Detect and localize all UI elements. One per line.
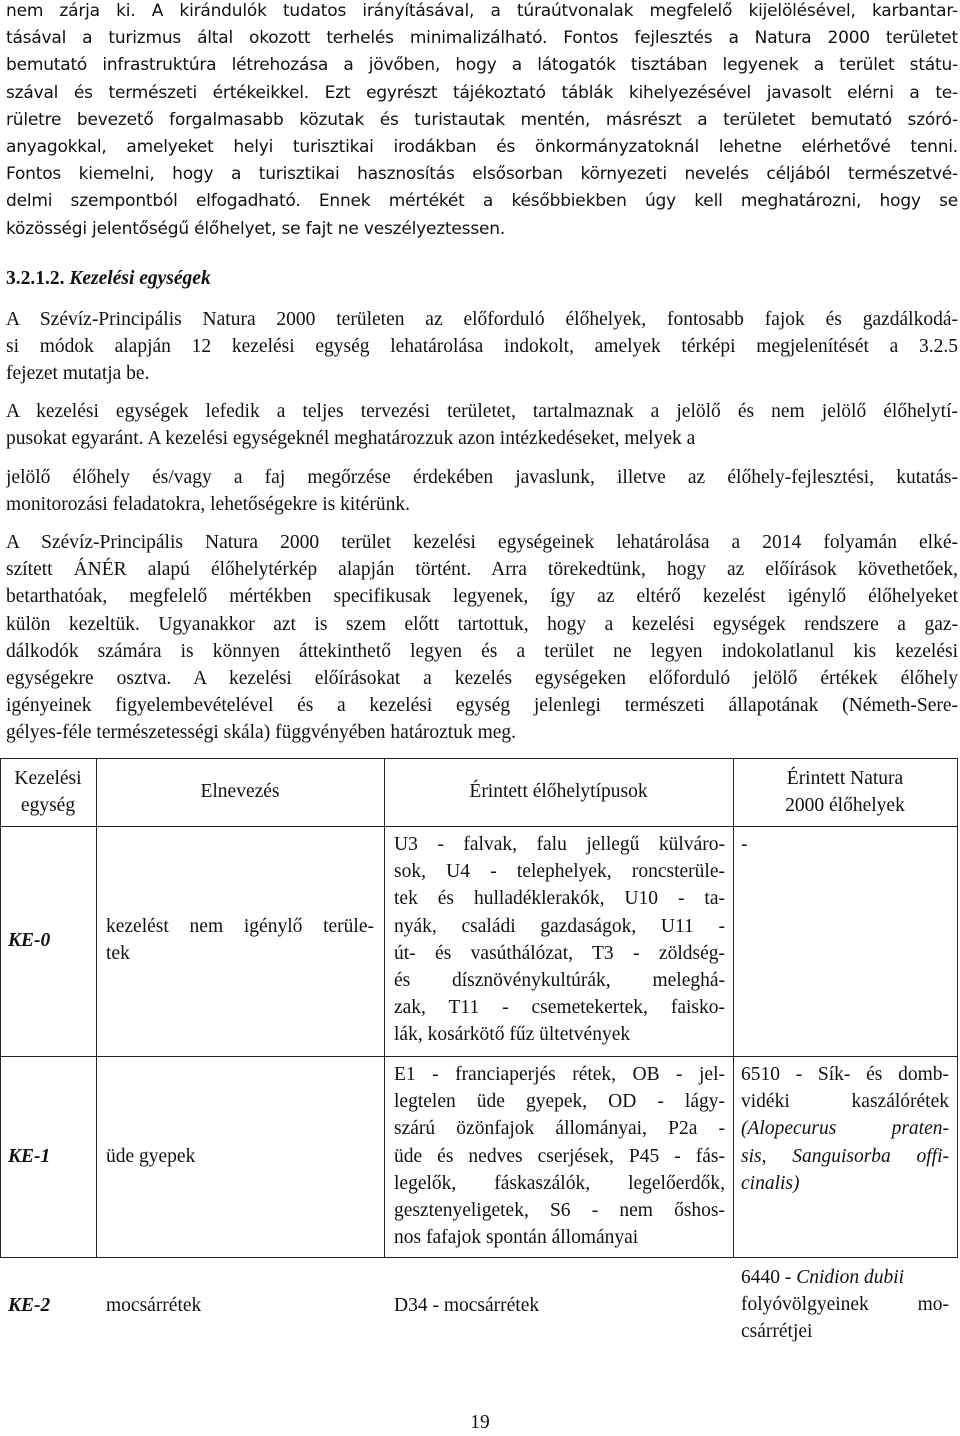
header-natura-line: 2000 élőhelyek [785, 795, 905, 817]
text-line: külön kezeltük. Ugyanakkor azt is szem előtt tartottuk, hogy a kezelési egységek rendszere a gaz- [6, 613, 958, 635]
row-habitats-line: lák, kosárkötő fűz ültetvények [394, 1024, 631, 1046]
row-natura-line: 6510 - Sík- és domb- [741, 1064, 949, 1085]
text-line: anyagokkal, amelyeket helyi turisztikai irodákban és önkormányzatoknál lehetne elérhetővé tenni. [6, 137, 958, 157]
row-natura-line [741, 1264, 949, 1291]
row-habitats [394, 1061, 725, 1251]
row-habitats-line: E1 - franciaperjés rétek, OB - jel- [394, 1064, 725, 1085]
text-line: jelölő élőhely és/vagy a faj megőrzése érdekében javaslunk, illetve az élőhely-fejlesztési, kutatás- [6, 467, 958, 488]
text-line: A Szévíz-Principális Natura 2000 terület kezelési egységeinek lehatárolása a 2014 folyamán elké- [6, 532, 958, 553]
row-habitats-line: nyák, családi gazdaságok, U11 - [394, 915, 725, 937]
text-line: szával és természeti értékeikkel. Ezt egyrészt tájékoztató táblák kihelyezésével javasolt elérni a te- [6, 82, 958, 103]
row-habitats-line: tek és hulladéklerakók, U10 - ta- [394, 888, 725, 910]
row-name-line: kezelést nem igénylő terüle- [106, 916, 374, 937]
text-line: rületre bevezető forgalmasabb közutak és turistautak mentén, másrészt a területet bemutató szóró- [6, 109, 958, 130]
text-line: dálkodók számára is könnyen áttekinthető legyen és a terület ne legyen indokolatlanul kis kezelési [6, 640, 958, 662]
row-habitats-line: gesztenyeligetek, S6 - nem őshos- [394, 1199, 725, 1221]
header-natura-line: Érintett Natura [786, 768, 904, 789]
row-habitats-line: szárú özönfajok állományai, P2a - [394, 1118, 725, 1140]
header-unit-line: egység [20, 795, 76, 817]
row-habitats-line: sok, U4 - telephelyek, roncsterüle- [394, 861, 725, 883]
text-line: betarthatóak, megfelelő mértékben specifikusak legyenek, így az eltérő kezelést igénylő élőhelyeket [6, 586, 958, 608]
row-name: mocsárrétek [106, 1295, 202, 1316]
text-line: gélyes-féle természetességi skála) függvényében határoztuk meg. [6, 722, 517, 744]
section-heading [6, 266, 211, 292]
row-name: üde gyepek [106, 1146, 196, 1167]
row-code: KE-1 [8, 1146, 51, 1167]
header-name: Elnevezés [200, 781, 280, 802]
row-name-line: tek [106, 943, 130, 965]
text-line: igényeinek figyelembevételével és a kezelési egység jelenlegi természeti állapotának (Németh-Sere- [6, 695, 958, 717]
section-number: 3.2.1.2. [6, 268, 65, 289]
row-code: KE-0 [8, 930, 51, 951]
natura-species: Cnidion dubii [796, 1267, 905, 1288]
row-habitats-line: üde és nedves cserjések, P45 - fás- [394, 1145, 725, 1167]
row-habitats-line: legtelen üde gyepek, OD - lágy- [394, 1091, 725, 1113]
row-habitats-line: út- és vasúthálózat, T3 - zöldség- [394, 942, 725, 964]
row-natura-species: sis, Sanguisorba offi- [741, 1145, 949, 1167]
text-line: Fontos kiemelni, hogy a turisztikai hasznosítás elsősorban környezeti nevelés céljából természetvé- [6, 164, 958, 185]
header-unit-line: Kezelési [14, 768, 82, 789]
row-habitats-line: U3 - falvak, falu jellegű külváro- [394, 834, 725, 855]
row-natura [741, 1264, 949, 1346]
text-line: egységekre osztva. A kezelési előírásokat a kezelés egységeken előforduló jelölő értékek élőhely [6, 668, 958, 689]
text-line: A kezelési egységek lefedik a teljes tervezési területet, tartalmaznak a jelölő és nem jelölő élőhelytí- [6, 401, 958, 422]
row-habitats [394, 831, 725, 1049]
row-natura [741, 1061, 949, 1197]
text-line: nem zárja ki. A kirándulók tudatos irányításával, a túraútvonalak megfelelő kijelölésével, karbantar- [6, 1, 958, 21]
row-habitats-line: zak, T11 - csemetekertek, faisko- [394, 997, 725, 1019]
row-natura-line: vidéki kaszálórétek [741, 1091, 949, 1113]
page-number: 19 [470, 1412, 490, 1433]
text-line: fejezet mutatja be. [6, 363, 150, 385]
text-line: monitorozási feladatokra, lehetőségekre is kitérünk. [6, 494, 410, 516]
text-line: bemutató infrastruktúra létrehozása a jövőben, hogy a látogatók tisztában legyenek a terület státu- [6, 55, 958, 76]
row-code: KE-2 [8, 1295, 51, 1316]
row-habitats-line: legelők, fáskaszálók, legelőerdők, [394, 1172, 725, 1194]
row-habitats: D34 - mocsárrétek [394, 1295, 540, 1316]
header-unit [0, 765, 96, 819]
natura-code: 6440 - [741, 1267, 797, 1288]
text-line: közösségi jelentőségű élőhelyet, se fajt ne veszélyeztessen. [6, 218, 506, 239]
text-line: tásával a turizmus által okozott terhelés minimalizálható. Fontos fejlesztés a Natura 2000 területet [6, 28, 958, 49]
text-line: szített ÁNÉR alapú élőhelytérkép alapján történt. Arra törekedtünk, hogy az előírások követhetőek, [6, 559, 958, 581]
row-natura-line: folyóvölgyeinek mo- [741, 1294, 949, 1316]
text-line: A Szévíz-Principális Natura 2000 területen az előforduló élőhelyek, fontosabb fajok és gazdálkodá- [6, 309, 958, 330]
header-natura [733, 765, 957, 819]
row-name [106, 913, 374, 967]
row-habitats-line: és dísznövénykultúrák, meleghá- [394, 969, 725, 991]
text-line: si módok alapján 12 kezelési egység lehatárolása indokolt, amelyek térképi megjelenítését a 3.2.5 [6, 336, 958, 358]
text-line: pusokat egyaránt. A kezelési egységeknél meghatározzuk azon intézkedéseket, melyek a [6, 428, 696, 450]
row-natura-species: cinalis) [741, 1172, 800, 1194]
row-habitats-line: nos fafajok spontán állományai [394, 1227, 639, 1249]
row-natura: - [741, 834, 748, 855]
text-line: delmi szempontból elfogadható. Ennek mértékét a későbbiekben úgy kell meghatározni, hogy se [6, 191, 958, 212]
header-habitats: Érintett élőhelytípusok [469, 781, 648, 802]
row-natura-species: (Alopecurus praten- [741, 1118, 949, 1140]
section-title: Kezelési egységek [69, 268, 211, 289]
row-natura-line: csárrétjei [741, 1321, 813, 1343]
